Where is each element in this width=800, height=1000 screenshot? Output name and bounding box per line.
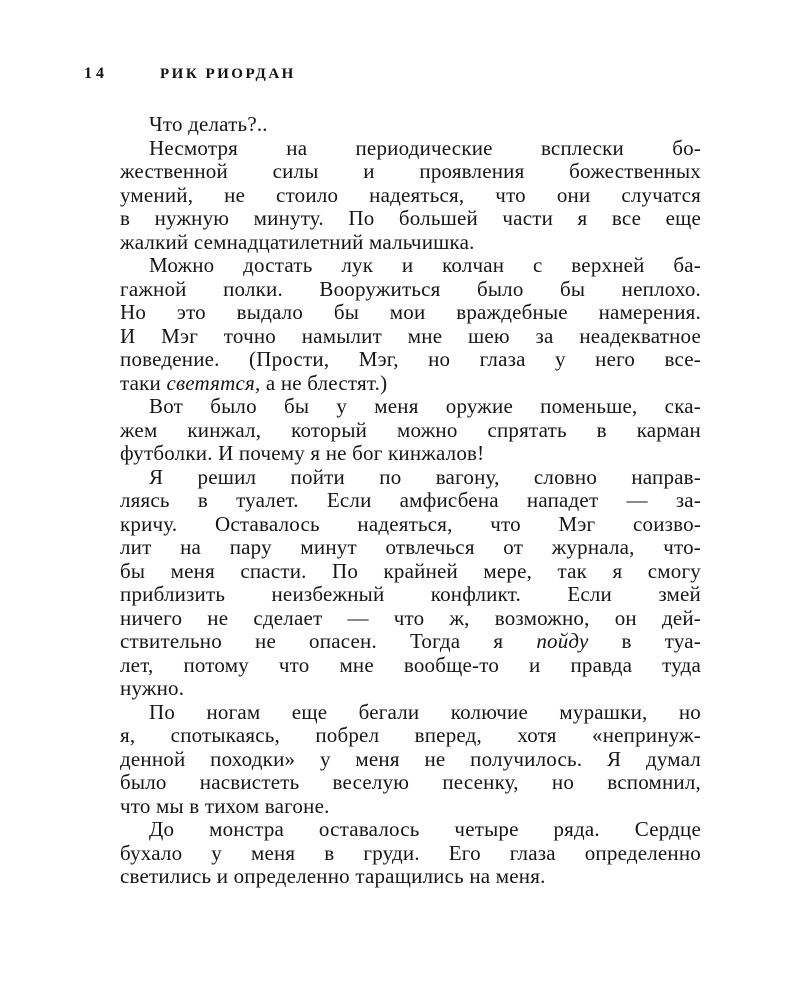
text-line: поведение. (Прости, Мэг, но глаза у него все-: [120, 347, 701, 371]
text-line: До монстра оставалось четыре ряда. Сердце: [149, 817, 701, 841]
text-line: гажной полки. Вооружиться было бы неплохо.: [120, 276, 701, 301]
text-line: Можно достать лук и колчан с верхней ба-: [149, 253, 701, 277]
text-line: Но это выдало бы мои враждебные намерения.: [120, 300, 701, 324]
text-line: Я решил пойти по вагону, словно направ-: [149, 464, 701, 489]
text-line: бы меня спасти. По крайней мере, так я смогу: [120, 558, 701, 583]
text-line: было насвистеть веселую песенку, но вспомнил,: [120, 770, 701, 794]
text-line: что мы в тихом вагоне.: [120, 793, 330, 818]
text-line: жалкий семнадцатилетний мальчишка.: [120, 229, 475, 254]
text-line: приблизить неизбежный конфликт. Если змей: [120, 582, 701, 606]
text-line: нужно.: [120, 676, 185, 700]
running-head-author: РИК РИОРДАН: [160, 66, 296, 82]
text-line: футболки. И почему я не бог кинжалов!: [120, 441, 485, 465]
page-number: 14: [84, 65, 108, 82]
text-line: денной походки» у меня не получилось. Я думал: [120, 746, 701, 771]
text-line: ничего не сделает — что ж, возможно, он дей-: [120, 605, 701, 630]
text-line: жественной силы и проявления божественных: [120, 159, 701, 183]
text-line: ствительно не опасен. Тогда я пойду в туа-: [120, 629, 701, 653]
body-text: [120, 113, 701, 889]
text-line: ляясь в туалет. Если амфисбена нападет — за-: [120, 488, 701, 512]
text-line: светились и определенно таращились на меня.: [120, 864, 546, 888]
text-line: кричу. Оставалось надеяться, что Мэг соизво-: [120, 511, 701, 536]
text-line: лит на пару минут отвлечься от журнала, что-: [120, 535, 701, 559]
text-line: умений, не стоило надеяться, что они случатся: [120, 182, 701, 207]
text-line: Что делать?..: [149, 112, 268, 136]
text-line: лет, потому что мне вообще-то и правда туда: [120, 652, 701, 677]
text-line: жем кинжал, который можно спрятать в карман: [120, 417, 701, 442]
text-line: И Мэг точно намылит мне шею за неадекватное: [120, 323, 701, 348]
text-line: По ногам еще бегали колючие мурашки, но: [149, 699, 701, 724]
text-line: Несмотря на периодические всплески бо-: [149, 135, 701, 160]
text-line: таки светятся, а не блестят.): [120, 370, 388, 395]
text-line: Вот было бы у меня оружие поменьше, ска-: [149, 394, 701, 418]
page-header: [0, 66, 800, 84]
text-line: бухало у меня в груди. Его глаза определенно: [120, 840, 701, 865]
text-line: я, спотыкаясь, побрел вперед, хотя «непринуж-: [120, 723, 701, 747]
text-line: в нужную минуту. По большей части я все еще: [120, 206, 701, 230]
